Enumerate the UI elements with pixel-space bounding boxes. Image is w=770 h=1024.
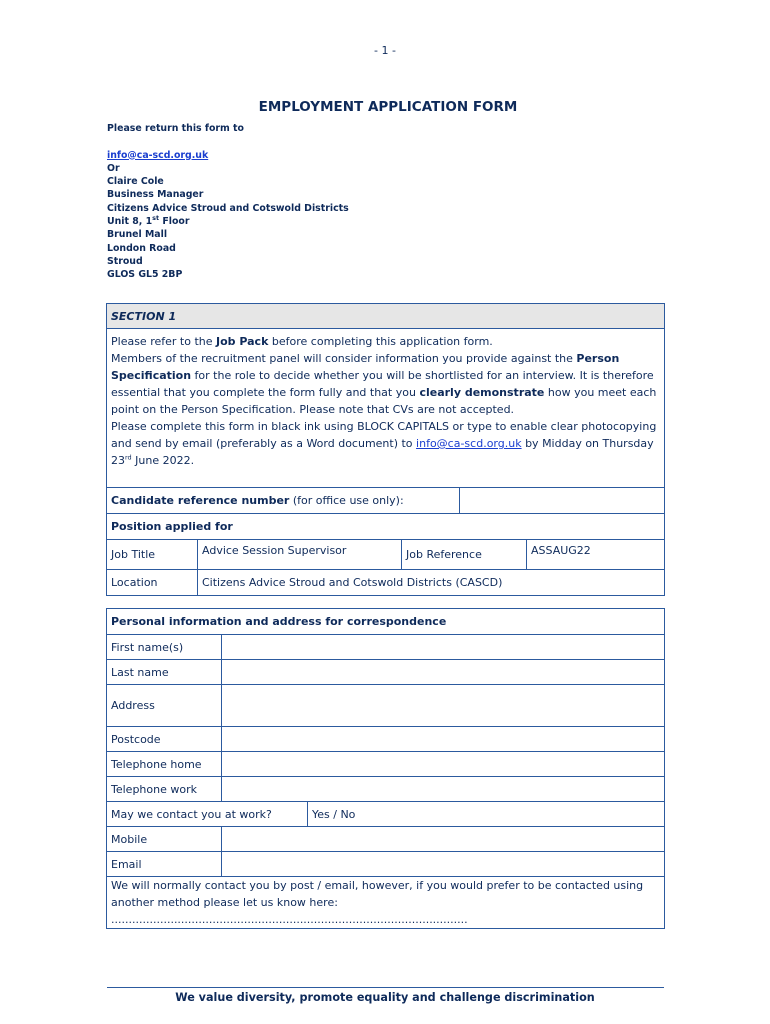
job-title-value[interactable]: Advice Session Supervisor — [198, 540, 402, 570]
first-name-field[interactable] — [222, 635, 665, 660]
personal-info-table — [106, 608, 665, 929]
address-unit: Unit 8, 1st Floor — [107, 213, 190, 228]
contact-org: Citizens Advice Stroud and Cotswold Districts — [107, 202, 349, 214]
intro-para-3: Please complete this form in black ink using BLOCK CAPITALS or type to enable clear photocopying and send by email (preferably as a Word document) to info@ca-scd.org.uk by Midday on Thursday 23rd June 2022. — [111, 420, 657, 467]
footer-statement: We value diversity, promote equality and challenge discrimination — [175, 991, 595, 1004]
address-label: Address — [107, 685, 222, 727]
candidate-ref-field[interactable] — [460, 488, 665, 514]
last-name-label: Last name — [107, 660, 222, 685]
email-label: Email — [107, 852, 222, 877]
page-number: - 1 - — [374, 44, 396, 57]
candidate-ref-label: Candidate reference number (for office use only): — [107, 488, 460, 514]
job-ref-value[interactable]: ASSAUG22 — [527, 540, 665, 570]
address-mall: Brunel Mall — [107, 229, 168, 241]
return-address-block — [107, 122, 349, 282]
contact-at-work-options[interactable]: Yes / No — [308, 802, 665, 827]
email-field[interactable] — [222, 852, 665, 877]
telephone-home-label: Telephone home — [107, 752, 222, 777]
form-title: EMPLOYMENT APPLICATION FORM — [258, 99, 518, 115]
postcode-label: Postcode — [107, 727, 222, 752]
deadline-email-link[interactable]: info@ca-scd.org.uk — [416, 437, 522, 450]
contact-method-note[interactable]: We will normally contact you by post / email, however, if you would prefer to be contacted using another method please let us know here: ...................................................................................................... — [107, 877, 665, 929]
telephone-home-field[interactable] — [222, 752, 665, 777]
section1-instructions — [107, 329, 665, 488]
contact-role: Business Manager — [107, 189, 204, 201]
mobile-label: Mobile — [107, 827, 222, 852]
telephone-work-field[interactable] — [222, 777, 665, 802]
return-or: Or — [107, 162, 120, 174]
intro-para-1: Please refer to the Job Pack before completing this application form. — [111, 335, 493, 348]
postcode-field[interactable] — [222, 727, 665, 752]
personal-info-header: Personal information and address for correspondence — [107, 609, 665, 635]
address-road: London Road — [107, 242, 176, 254]
location-value[interactable]: Citizens Advice Stroud and Cotswold Districts (CASCD) — [198, 570, 665, 596]
mobile-field[interactable] — [222, 827, 665, 852]
contact-at-work-label: May we contact you at work? — [107, 802, 308, 827]
intro-para-2: Members of the recruitment panel will consider information you provide against the Person Specification for the role to decide whether you will be shortlisted for an interview. It is therefore essential that you complete the form fully and that you clearly demonstrate how you meet each point on the Person Specification. Please note that CVs are not accepted. — [111, 352, 657, 416]
job-ref-label: Job Reference — [402, 540, 527, 570]
telephone-work-label: Telephone work — [107, 777, 222, 802]
position-applied-label: Position applied for — [107, 514, 665, 540]
address-field[interactable] — [222, 685, 665, 727]
footer-divider — [107, 987, 664, 988]
location-label: Location — [107, 570, 198, 596]
address-town: Stroud — [107, 255, 143, 267]
return-heading: Please return this form to — [107, 123, 244, 134]
section1-table — [106, 303, 665, 596]
address-postcode: GLOS GL5 2BP — [107, 269, 183, 281]
section1-header: SECTION 1 — [107, 304, 665, 329]
contact-name: Claire Cole — [107, 176, 164, 188]
first-name-label: First name(s) — [107, 635, 222, 660]
job-title-label: Job Title — [107, 540, 198, 570]
last-name-field[interactable] — [222, 660, 665, 685]
return-email-link[interactable]: info@ca-scd.org.uk — [107, 149, 209, 161]
